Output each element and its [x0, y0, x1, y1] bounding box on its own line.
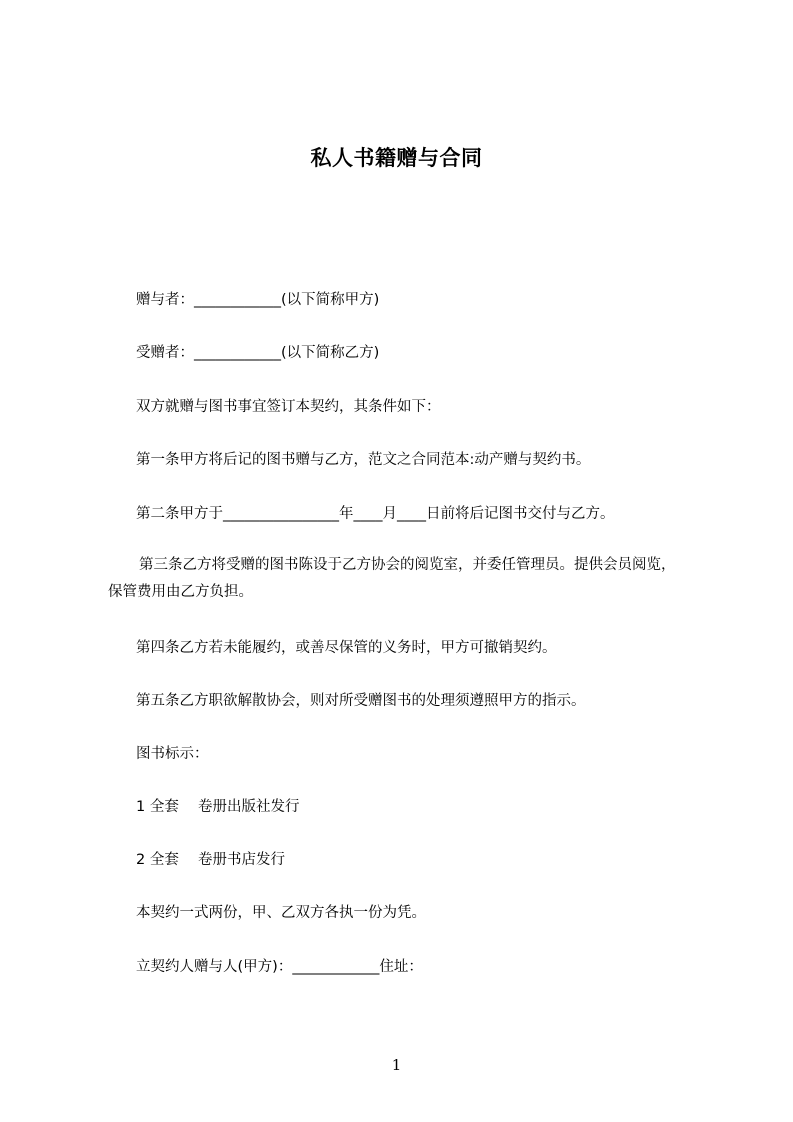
donor-line: 赠与者：____________(以下简称甲方) [136, 292, 380, 308]
article-2: 第二条甲方于________________年____月____日前将后记图书交付与乙方。 [136, 506, 615, 522]
article-5: 第五条乙方职欲解散协会，则对所受赠图书的处理须遵照甲方的指示。 [136, 693, 586, 709]
article-1: 第一条甲方将后记的图书赠与乙方，范文之合同范本:动产赠与契约书。 [136, 452, 591, 468]
book-item-2: 2 全套 卷册书店发行 [136, 852, 285, 868]
page-number: 1 [391, 1056, 402, 1074]
book-list-heading: 图书标示： [136, 746, 209, 762]
agreement-intro: 双方就赠与图书事宜签订本契约，其条件如下： [136, 399, 441, 415]
article-4: 第四条乙方若未能履约，或善尽保管的义务时，甲方可撤销契约。 [136, 640, 557, 656]
book-item-1: 1 全套 卷册出版社发行 [136, 799, 300, 815]
recipient-line: 受赠者：____________(以下简称乙方) [136, 345, 380, 361]
document-title: 私人书籍赠与合同 [310, 146, 483, 170]
copies-clause: 本契约一式两份，甲、乙双方各执一份为凭。 [136, 905, 426, 921]
signatory-line: 立契约人赠与人(甲方)：____________住址： [136, 959, 423, 975]
article-3: 第三条乙方将受赠的图书陈设于乙方协会的阅览室，并委任管理员。提供会员阅览，保管费用由乙方负担。 [108, 557, 676, 600]
